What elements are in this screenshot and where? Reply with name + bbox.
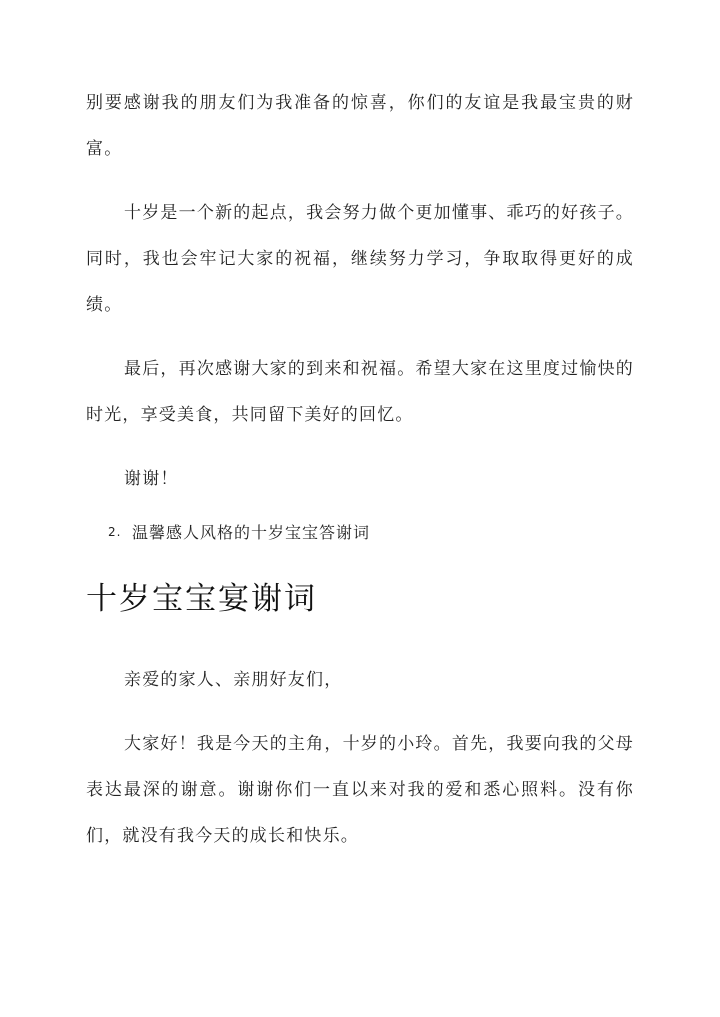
paragraph-friends-thanks: 别要感谢我的朋友们为我准备的惊喜，你们的友谊是我最宝贵的财富。 xyxy=(86,93,634,159)
list-number: 2. xyxy=(108,525,122,539)
paragraph-thank-you: 谢谢！ xyxy=(124,469,179,489)
document-page xyxy=(86,80,634,877)
list-item-warm-style xyxy=(108,520,634,545)
paragraph-intro: 大家好！我是今天的主角，十岁的小玲。首先，我要向我的父母表达最深的谢意。谢谢你们一直以来对我的爱和悉心照料。没有你们，就没有我今天的成长和快乐。 xyxy=(86,734,634,846)
paragraph-final-thanks: 最后，再次感谢大家的到来和祝福。希望大家在这里度过愉快的时光，享受美食，共同留下美好的回忆。 xyxy=(86,359,634,425)
list-item-text: 温馨感人风格的十岁宝宝答谢词 xyxy=(132,523,371,542)
paragraph-new-start: 十岁是一个新的起点，我会努力做个更加懂事、乖巧的好孩子。同时，我也会牢记大家的祝福，继续努力学习，争取取得更好的成绩。 xyxy=(86,203,634,315)
paragraph-greeting: 亲爱的家人、亲朋好友们， xyxy=(124,670,343,690)
section-heading: 十岁宝宝宴谢词 xyxy=(86,581,317,617)
